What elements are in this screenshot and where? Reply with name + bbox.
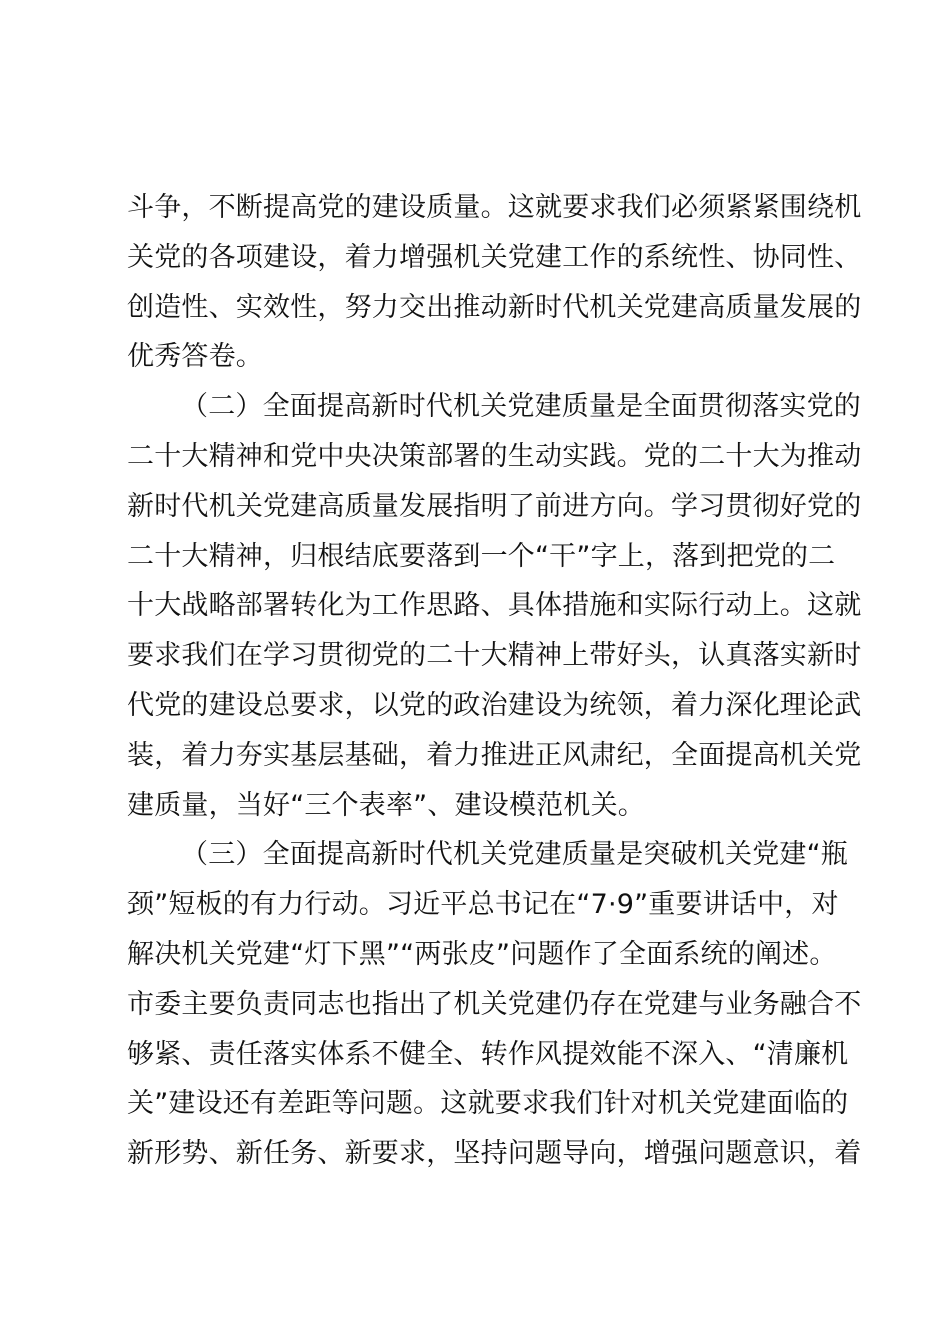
text-line: 十大战略部署转化为工作思路、具体措施和实际行动上。这就: [127, 590, 862, 622]
paragraph-heading-line: （二）全面提高新时代机关党建质量是全面贯彻落实党的: [181, 391, 861, 423]
text-line: 优秀答卷。: [127, 341, 263, 373]
text-line: 二十大精神，归根结底要落到一个“干”字上，落到把党的二: [127, 540, 836, 572]
document-body: [127, 183, 862, 1179]
text-line: 关党的各项建设，着力增强机关党建工作的系统性、协同性、: [127, 241, 862, 273]
text-line: 创造性、实效性，努力交出推动新时代机关党建高质量发展的: [127, 291, 862, 323]
text-line: 颈”短板的有力行动。习近平总书记在“7·9”重要讲话中，对: [127, 889, 839, 921]
text-line: 二十大精神和党中央决策部署的生动实践。党的二十大为推动: [127, 440, 862, 472]
text-line: 解决机关党建“灯下黑”“两张皮”问题作了全面系统的阐述。: [127, 938, 837, 970]
text-line: 新形势、新任务、新要求，坚持问题导向，增强问题意识，着: [127, 1138, 862, 1170]
text-line: 建质量，当好“三个表率”、建设模范机关。: [127, 789, 645, 821]
text-line: 关”建设还有差距等问题。这就要求我们针对机关党建面临的: [127, 1088, 849, 1120]
text-line: 新时代机关党建高质量发展指明了前进方向。学习贯彻好党的: [127, 490, 862, 522]
text-line: 装，着力夯实基层基础，着力推进正风肃纪，全面提高机关党: [127, 739, 862, 771]
text-line: 够紧、责任落实体系不健全、转作风提效能不深入、“清廉机: [127, 1038, 849, 1070]
paragraph-heading-line: （三）全面提高新时代机关党建质量是突破机关党建“瓶: [181, 839, 848, 871]
text-line: 代党的建设总要求，以党的政治建设为统领，着力深化理论武: [127, 689, 862, 721]
text-line: 市委主要负责同志也指出了机关党建仍存在党建与业务融合不: [127, 988, 862, 1020]
text-line: 斗争，不断提高党的建设质量。这就要求我们必须紧紧围绕机: [127, 192, 862, 223]
text-line: 要求我们在学习贯彻党的二十大精神上带好头，认真落实新时: [127, 640, 862, 672]
